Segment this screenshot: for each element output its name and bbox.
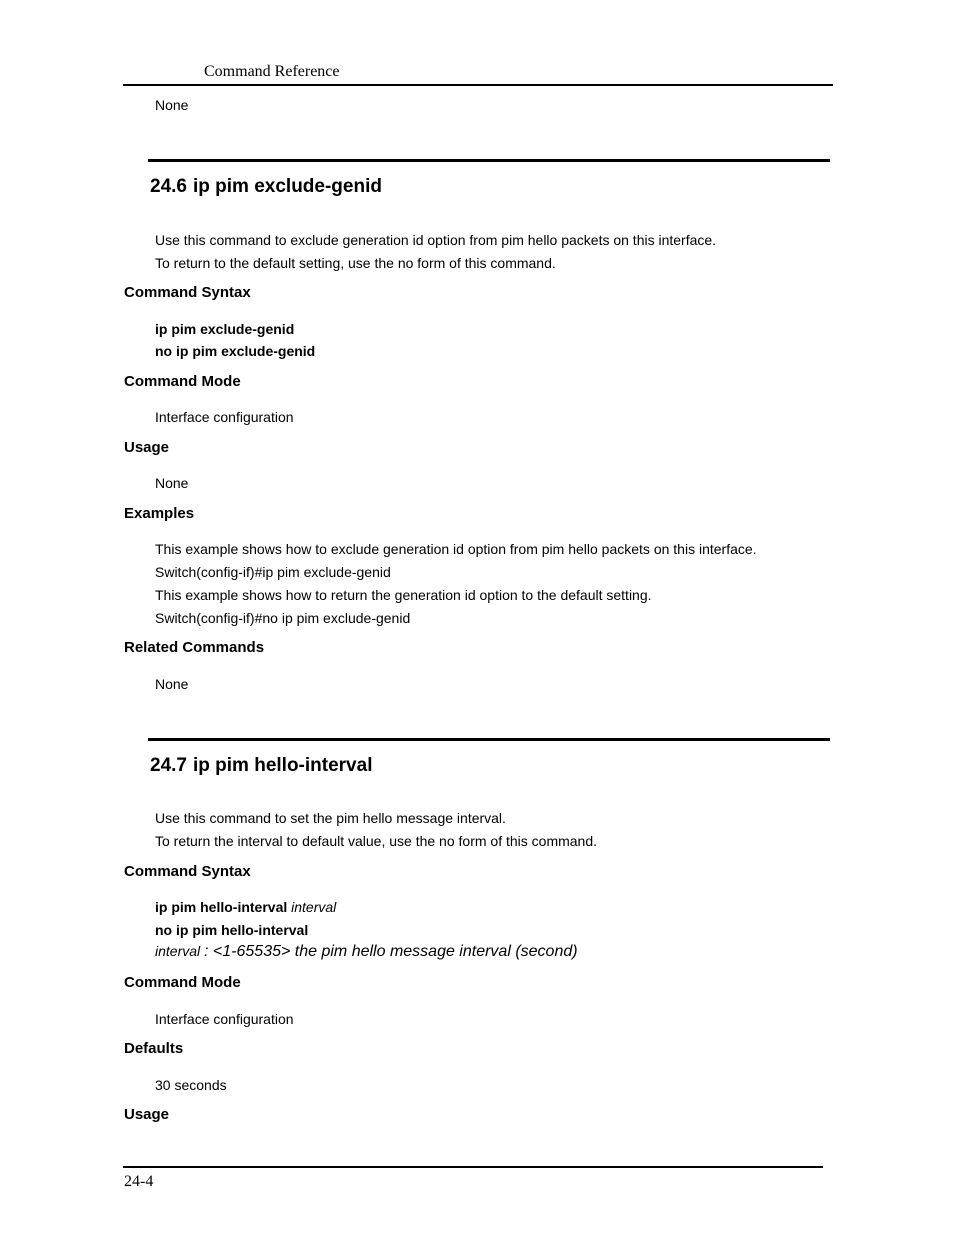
syntax-line: no ip pim exclude-genid [155,343,316,359]
section-number: 24.6 [150,176,187,197]
running-header: Command Reference [204,63,340,80]
defaults-value: 30 seconds [155,1077,227,1093]
related-commands-value: None [155,676,189,692]
page-number: 24-4 [124,1173,154,1190]
syntax-command: ip pim hello-interval [155,899,288,915]
command-mode-value: Interface configuration [155,409,294,425]
command-syntax-label: Command Syntax [124,863,251,880]
usage-value: None [155,475,189,491]
description-line: To return the interval to default value, use the no form of this command. [155,833,598,849]
related-commands-label: Related Commands [124,639,265,656]
description-line: To return to the default setting, use the no form of this command. [155,255,556,271]
example-line: Switch(config-if)#no ip pim exclude-genid [155,610,411,626]
examples-label: Examples [124,505,195,522]
description-line: Use this command to set the pim hello message interval. [155,810,506,826]
command-syntax-label: Command Syntax [124,284,251,301]
description-line: Use this command to exclude generation id option from pim hello packets on this interface. [155,232,717,248]
footer-divider [123,1166,823,1168]
usage-label: Usage [124,439,170,456]
section-title: ip pim hello-interval [193,755,373,776]
example-line: This example shows how to return the generation id option to the default setting. [155,587,652,603]
syntax-line: ip pim exclude-genid [155,321,295,337]
command-mode-label: Command Mode [124,373,241,390]
section-divider [148,159,830,162]
parameter-name: interval [155,943,201,959]
parameter-line [155,943,578,961]
section-heading [150,176,382,198]
command-mode-label: Command Mode [124,974,241,991]
syntax-line: no ip pim hello-interval [155,922,309,938]
usage-label: Usage [124,1106,170,1123]
section-number: 24.7 [150,755,187,776]
defaults-label: Defaults [124,1040,184,1057]
command-mode-value: Interface configuration [155,1011,294,1027]
syntax-line [155,899,336,915]
section-title: ip pim exclude-genid [193,176,382,197]
header-divider [123,84,833,86]
parameter-description: : <1-65535> the pim hello message interval (second) [204,943,578,960]
syntax-argument: interval [291,899,337,915]
example-line: This example shows how to exclude generation id option from pim hello packets on this interface. [155,541,757,557]
previous-related-commands-value: None [155,97,189,113]
example-line: Switch(config-if)#ip pim exclude-genid [155,564,391,580]
section-heading [150,755,372,777]
section-divider [148,738,830,741]
